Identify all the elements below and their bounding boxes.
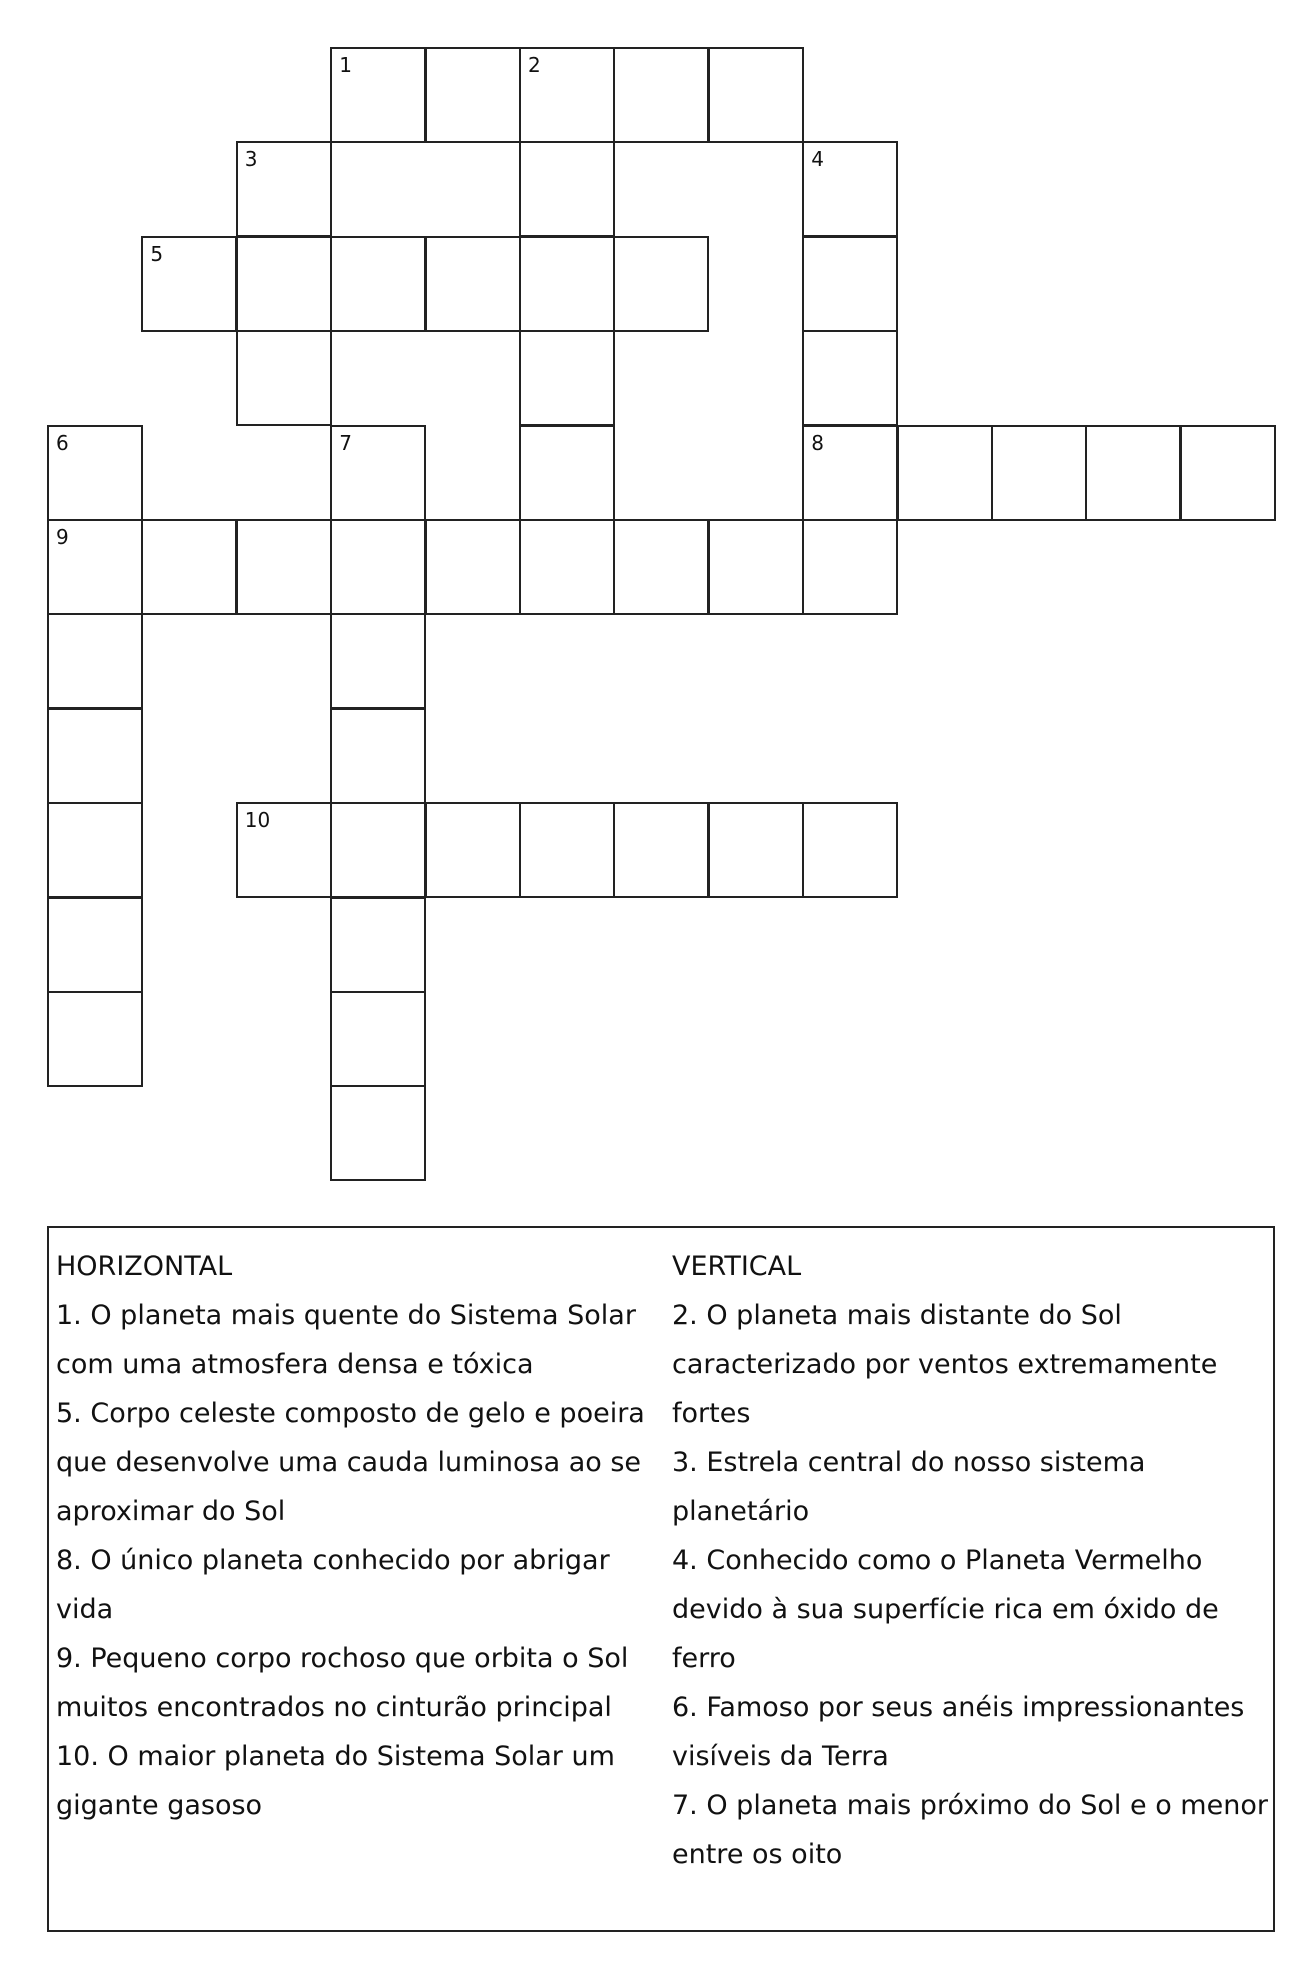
clue-number: 3: [244, 147, 258, 172]
crossword-cell[interactable]: [802, 141, 898, 237]
crossword-cell[interactable]: [519, 802, 615, 898]
crossword-cell[interactable]: [425, 236, 521, 332]
clue-line: que desenvolve uma cauda luminosa ao se: [56, 1447, 642, 1478]
clue-number: 10: [244, 808, 271, 833]
crossword-cell[interactable]: [708, 47, 804, 143]
clue-line: vida: [56, 1594, 114, 1625]
clue-line: caracterizado por ventos extremamente: [672, 1349, 1218, 1380]
clue-line: 10. O maior planeta do Sistema Solar um: [56, 1741, 615, 1772]
crossword-cell[interactable]: [802, 802, 898, 898]
crossword-cell[interactable]: [519, 141, 615, 237]
crossword-cell[interactable]: [330, 47, 426, 143]
clue-line: 9. Pequeno corpo rochoso que orbita o Sol: [56, 1643, 629, 1674]
crossword-cell[interactable]: [47, 708, 143, 804]
clue-number: 7: [339, 430, 352, 455]
crossword-cell[interactable]: [236, 141, 332, 237]
clue-line: aproximar do Sol: [56, 1496, 286, 1527]
clue-line: 5. Corpo celeste composto de gelo e poeira: [56, 1398, 645, 1429]
clue-line: com uma atmosfera densa e tóxica: [56, 1349, 534, 1380]
clue-number: 4: [811, 147, 824, 172]
crossword-cell[interactable]: [236, 330, 332, 426]
clue-number: 8: [811, 430, 824, 455]
clue-number: 2: [528, 53, 541, 77]
crossword-cell[interactable]: [1180, 425, 1276, 521]
crossword-cell[interactable]: [141, 236, 237, 332]
crossword-cell[interactable]: [330, 425, 426, 521]
crossword-cell[interactable]: [708, 519, 804, 615]
crossword-cell[interactable]: [330, 897, 426, 993]
clue-line: planetário: [672, 1496, 810, 1527]
crossword-cell[interactable]: [330, 802, 426, 898]
crossword-cell[interactable]: [330, 519, 426, 615]
crossword-cell[interactable]: [47, 519, 143, 615]
crossword-cell[interactable]: [47, 802, 143, 898]
clue-line: entre os oito: [672, 1839, 843, 1870]
crossword-cell[interactable]: [330, 991, 426, 1087]
clue-line: 7. O planeta mais próximo do Sol e o menor: [672, 1790, 1268, 1821]
crossword-cell[interactable]: [425, 519, 521, 615]
horizontal-heading: HORIZONTAL: [56, 1251, 233, 1282]
crossword-cell[interactable]: [802, 330, 898, 426]
clue-number: 6: [56, 430, 69, 455]
crossword-cell[interactable]: [519, 47, 615, 143]
crossword-cell[interactable]: [330, 708, 426, 804]
crossword-cell[interactable]: [802, 236, 898, 332]
vertical-heading: VERTICAL: [672, 1251, 802, 1282]
clue-number: 9: [56, 525, 69, 549]
crossword-cell[interactable]: [519, 519, 615, 615]
clue-line: 8. O único planeta conhecido por abrigar: [56, 1545, 610, 1576]
crossword-cell[interactable]: [330, 613, 426, 709]
clue-line: ferro: [672, 1643, 736, 1674]
crossword-cell[interactable]: [236, 802, 332, 898]
crossword-cell[interactable]: [708, 802, 804, 898]
crossword-cell[interactable]: [425, 802, 521, 898]
clue-line: muitos encontrados no cinturão principal: [56, 1692, 612, 1723]
crossword-cell[interactable]: [991, 425, 1087, 521]
crossword-cell[interactable]: [47, 991, 143, 1087]
crossword-cell[interactable]: [613, 236, 709, 332]
crossword-cell[interactable]: [613, 802, 709, 898]
clue-number: 5: [150, 241, 164, 266]
clue-line: 3. Estrela central do nosso sistema: [672, 1447, 1146, 1478]
crossword-cell[interactable]: [236, 236, 332, 332]
crossword-cell[interactable]: [802, 425, 898, 521]
clue-line: fortes: [672, 1398, 751, 1429]
clue-line: gigante gasoso: [56, 1790, 263, 1821]
crossword-cell[interactable]: [47, 897, 143, 993]
crossword-cell[interactable]: [330, 1085, 426, 1181]
crossword-cell[interactable]: [330, 236, 426, 332]
crossword-cell[interactable]: [236, 519, 332, 615]
horizontal-clues: [56, 1242, 656, 1830]
vertical-clues: [672, 1242, 1272, 1879]
crossword-cell[interactable]: [802, 519, 898, 615]
crossword-cell[interactable]: [613, 47, 709, 143]
crossword-cell[interactable]: [519, 236, 615, 332]
clue-line: 4. Conhecido como o Planeta Vermelho: [672, 1545, 1203, 1576]
crossword-cell[interactable]: [425, 47, 521, 143]
crossword-cell[interactable]: [47, 425, 143, 521]
clue-box: [47, 1226, 1275, 1932]
crossword-cell[interactable]: [897, 425, 993, 521]
crossword-cell[interactable]: [47, 613, 143, 709]
clue-number: 1: [339, 53, 352, 77]
crossword-cell[interactable]: [141, 519, 237, 615]
crossword-cell[interactable]: [613, 519, 709, 615]
crossword-cell[interactable]: [519, 330, 615, 426]
crossword-cell[interactable]: [519, 425, 615, 521]
crossword-cell[interactable]: [1085, 425, 1181, 521]
clue-line: 6. Famoso por seus anéis impressionantes: [672, 1692, 1245, 1723]
clue-line: visíveis da Terra: [672, 1741, 889, 1772]
clue-line: devido à sua superfície rica em óxido de: [672, 1594, 1219, 1625]
clue-line: 1. O planeta mais quente do Sistema Solar: [56, 1300, 636, 1331]
clue-line: 2. O planeta mais distante do Sol: [672, 1300, 1122, 1331]
